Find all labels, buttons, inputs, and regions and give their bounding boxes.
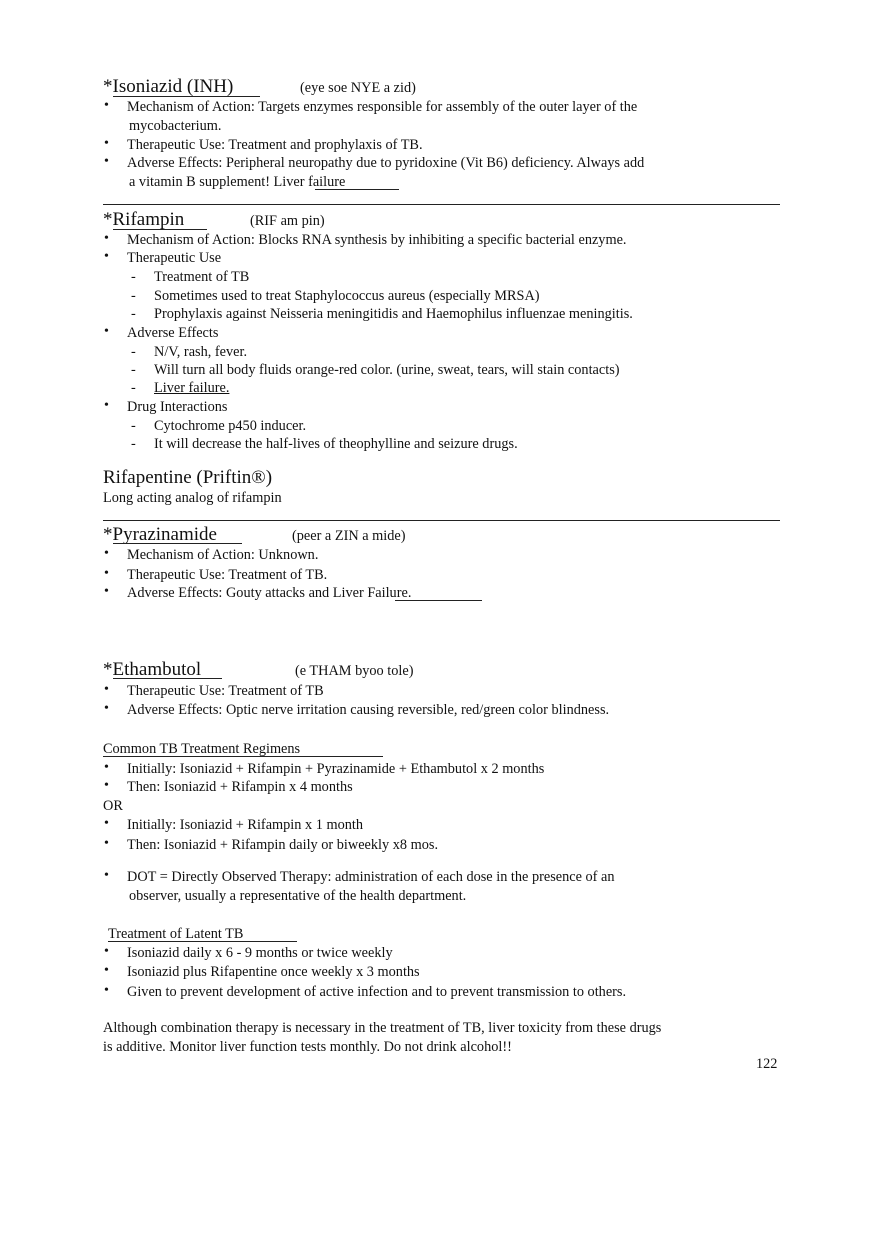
isoniazid-ae-cont: a vitamin B supplement! Liver failure — [129, 174, 346, 190]
liver-failure-underline — [315, 189, 399, 190]
isoniazid-use: Therapeutic Use: Treatment and prophylaxis of TB. — [127, 137, 423, 153]
bullet: • — [104, 398, 109, 413]
rifampin-use-item: Prophylaxis against Neisseria meningitidis and Haemophilus influenzae meningitis. — [154, 306, 633, 322]
bullet: • — [104, 324, 109, 339]
bullet: • — [104, 963, 109, 978]
rifampin-title: *Rifampin — [103, 209, 185, 230]
rifampin-ae-item: Will turn all body fluids orange-red color. (urine, sweat, tears, will stain contacts) — [154, 362, 620, 378]
bullet: • — [104, 983, 109, 998]
rifampin-ae-heading: Adverse Effects — [127, 325, 219, 341]
latent-heading: Treatment of Latent TB — [108, 926, 244, 942]
title-underline — [113, 96, 260, 97]
bullet: • — [104, 868, 109, 883]
dot-definition-cont: observer, usually a representative of the health department. — [129, 888, 467, 904]
failure-underline — [395, 600, 482, 601]
rifampin-pronunciation: (RIF am pin) — [250, 213, 325, 229]
rifampin-ae-item: Liver failure. — [154, 380, 230, 396]
rifapentine-description: Long acting analog of rifampin — [103, 490, 282, 506]
bullet: • — [104, 98, 109, 113]
dash: - — [131, 344, 136, 360]
dash: - — [131, 436, 136, 452]
bullet: • — [104, 136, 109, 151]
pyrazinamide-moa: Mechanism of Action: Unknown. — [127, 547, 319, 563]
dot-definition: DOT = Directly Observed Therapy: administration of each dose in the presence of an — [127, 869, 615, 885]
dash: - — [131, 380, 136, 396]
page-number: 122 — [756, 1056, 778, 1072]
ethambutol-pronunciation: (e THAM byoo tole) — [295, 663, 414, 679]
bullet: • — [104, 760, 109, 775]
bullet: • — [104, 682, 109, 697]
isoniazid-moa: Mechanism of Action: Targets enzymes responsible for assembly of the outer layer of the — [127, 99, 638, 115]
dash: - — [131, 418, 136, 434]
rifampin-use-item: Treatment of TB — [154, 269, 250, 285]
rifampin-moa: Mechanism of Action: Blocks RNA synthesis by inhibiting a specific bacterial enzyme. — [127, 232, 627, 248]
regimen-line: Then: Isoniazid + Rifampin daily or biweekly x8 mos. — [127, 837, 439, 853]
isoniazid-title: *Isoniazid (INH) — [103, 76, 234, 97]
bullet: • — [104, 816, 109, 831]
bullet: • — [104, 546, 109, 561]
dash: - — [131, 269, 136, 285]
pyrazinamide-use: Therapeutic Use: Treatment of TB. — [127, 567, 328, 583]
pyrazinamide-ae: Adverse Effects: Gouty attacks and Liver Failure. — [127, 585, 412, 601]
closing-paragraph-cont: is additive. Monitor liver function tests monthly. Do not drink alcohol!! — [103, 1039, 512, 1055]
regimen-line: Initially: Isoniazid + Rifampin x 1 month — [127, 817, 363, 833]
bullet: • — [104, 154, 109, 169]
dash: - — [131, 362, 136, 378]
title-underline — [113, 229, 207, 230]
rifampin-di-heading: Drug Interactions — [127, 399, 228, 415]
pyrazinamide-pronunciation: (peer a ZIN a mide) — [292, 528, 406, 544]
ethambutol-use: Therapeutic Use: Treatment of TB — [127, 683, 324, 699]
rifampin-ae-item: N/V, rash, fever. — [154, 344, 248, 360]
dash: - — [131, 306, 136, 322]
isoniazid-ae: Adverse Effects: Peripheral neuropathy due to pyridoxine (Vit B6) deficiency. Always add — [127, 155, 645, 171]
latent-item: Given to prevent development of active infection and to prevent transmission to others. — [127, 984, 627, 1000]
bullet: • — [104, 836, 109, 851]
rifampin-use-item: Sometimes used to treat Staphylococcus aureus (especially MRSA) — [154, 288, 540, 304]
latent-item: Isoniazid daily x 6 - 9 months or twice weekly — [127, 945, 393, 961]
regimens-heading: Common TB Treatment Regimens — [103, 741, 301, 757]
isoniazid-moa-cont: mycobacterium. — [129, 118, 222, 134]
section-divider — [103, 520, 780, 521]
rifampin-use-heading: Therapeutic Use — [127, 250, 222, 266]
bullet: • — [104, 231, 109, 246]
bullet: • — [104, 944, 109, 959]
bullet: • — [104, 566, 109, 581]
rifampin-di-item: It will decrease the half-lives of theophylline and seizure drugs. — [154, 436, 518, 452]
regimen-line: Then: Isoniazid + Rifampin x 4 months — [127, 779, 353, 795]
regimen-or: OR — [103, 798, 123, 814]
title-underline — [113, 543, 242, 544]
rifapentine-title: Rifapentine (Priftin®) — [103, 467, 273, 488]
bullet: • — [104, 701, 109, 716]
regimen-line: Initially: Isoniazid + Rifampin + Pyrazinamide + Ethambutol x 2 months — [127, 761, 545, 777]
title-underline — [113, 678, 222, 679]
section-divider — [103, 204, 780, 205]
closing-paragraph: Although combination therapy is necessary in the treatment of TB, liver toxicity from these drugs — [103, 1020, 662, 1036]
heading-underline — [103, 756, 383, 757]
dash: - — [131, 288, 136, 304]
bullet: • — [104, 584, 109, 599]
pyrazinamide-title: *Pyrazinamide — [103, 524, 217, 545]
heading-underline — [108, 941, 297, 942]
bullet: • — [104, 778, 109, 793]
ethambutol-ae: Adverse Effects: Optic nerve irritation causing reversible, red/green color blindness. — [127, 702, 610, 718]
rifampin-di-item: Cytochrome p450 inducer. — [154, 418, 307, 434]
isoniazid-pronunciation: (eye soe NYE a zid) — [300, 80, 416, 96]
ethambutol-title: *Ethambutol — [103, 659, 202, 680]
latent-item: Isoniazid plus Rifapentine once weekly x 3 months — [127, 964, 420, 980]
bullet: • — [104, 249, 109, 264]
